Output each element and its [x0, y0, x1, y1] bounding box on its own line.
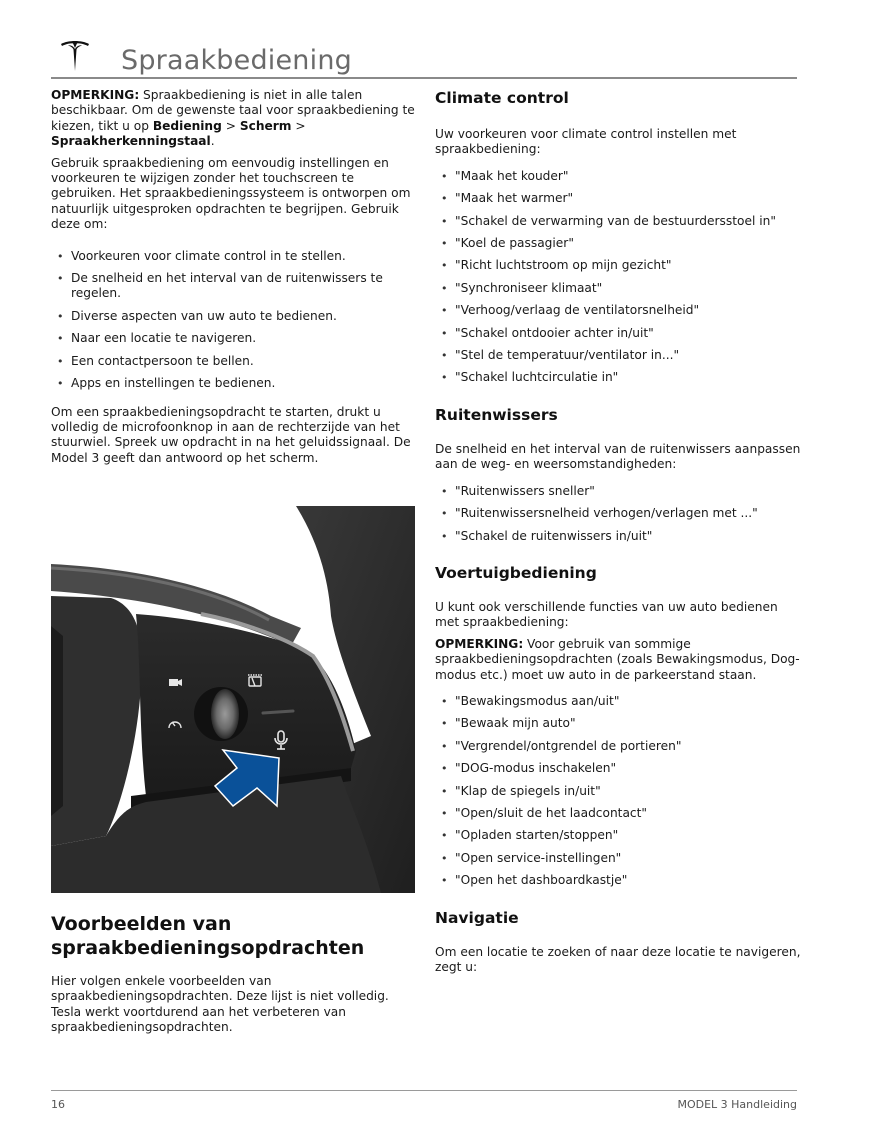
list-item: • "Bewakingsmodus aan/uit": [435, 694, 805, 709]
left-column: [51, 88, 416, 466]
climate-heading: Climate control: [435, 89, 569, 107]
steering-wheel-illustration: [51, 506, 415, 893]
wipers-section: [435, 405, 805, 544]
wipers-intro: De snelheid en het interval van de ruitenwissers aanpassen aan de weg- en weersomstandigheden:: [435, 441, 801, 472]
climate-commands-list: [435, 169, 805, 386]
language-note: OPMERKING: Spraakbediening is niet in alle talen beschikbaar. Om de gewenste taal voor spraakbediening te kiezen, tikt u op Bediening > Scherm > Spraakherkenningstaal.: [51, 88, 415, 149]
list-item: • "Koel de passagier": [435, 236, 805, 251]
list-item: • De snelheid en het interval van de ruitenwissers te regelen.: [51, 271, 416, 302]
list-item: • Een contactpersoon te bellen.: [51, 354, 416, 369]
camera-icon: [169, 679, 182, 686]
list-item: • "Vergrendel/ontgrendel de portieren": [435, 739, 805, 754]
list-item: • "Schakel ontdooier achter in/uit": [435, 326, 805, 341]
list-item: • "Open service-instellingen": [435, 851, 805, 866]
steering-wheel-photo: [51, 506, 415, 893]
list-item: • "Schakel de verwarming van de bestuurdersstoel in": [435, 214, 805, 229]
list-item: • "DOG-modus inschakelen": [435, 761, 805, 776]
list-item: • "Ruitenwissersnelheid verhogen/verlagen met ...": [435, 506, 805, 521]
wipers-heading: Ruitenwissers: [435, 405, 558, 424]
list-item: • "Verhoog/verlaag de ventilatorsnelheid": [435, 303, 805, 318]
note-label: OPMERKING:: [435, 636, 524, 651]
list-item: • "Synchroniseer klimaat": [435, 281, 805, 296]
intro-paragraph: Gebruik spraakbediening om eenvoudig instellingen en voorkeuren te wijzigen zonder het touchscreen te gebruiken. Het spraakbedieningssysteem is ontworpen om natuurlijk uitgesproken opdrachten te begrijpen. Gebruik deze om:: [51, 155, 411, 232]
list-item: • "Schakel luchtcirculatie in": [435, 370, 805, 385]
examples-section: [51, 912, 416, 1036]
list-item: • "Maak het warmer": [435, 191, 805, 206]
page-number: 16: [51, 1098, 65, 1111]
examples-heading: Voorbeelden van spraakbedieningsopdrachten: [51, 913, 365, 959]
vehicle-note: OPMERKING: Voor gebruik van sommige spraakbedieningsopdrachten (zoals Bewakingsmodus, Dog-modus etc.) moet uw auto in de parkeerstand staan.: [435, 636, 800, 682]
vehicle-intro: U kunt ook verschillende functies van uw auto bedienen met spraakbediening:: [435, 599, 778, 630]
menu-path-scherm: Scherm: [239, 118, 292, 133]
list-item: • "Bewaak mijn auto": [435, 716, 805, 731]
navigation-heading: Navigatie: [435, 908, 519, 927]
note-label: OPMERKING:: [51, 88, 140, 102]
navigation-intro: Om een locatie te zoeken of naar deze locatie te navigeren, zegt u:: [435, 944, 801, 974]
list-item: • "Ruitenwissers sneller": [435, 484, 805, 499]
list-item: • "Klap de spiegels in/uit": [435, 784, 805, 799]
manual-title: MODEL 3 Handleiding: [677, 1098, 797, 1111]
right-column: [435, 88, 805, 975]
vehicle-commands-list: [435, 694, 805, 889]
list-item: • "Richt luchtstroom op mijn gezicht": [435, 258, 805, 273]
page-title: Spraakbediening: [121, 45, 352, 76]
list-item: • "Schakel de ruitenwissers in/uit": [435, 529, 805, 544]
header-divider: [51, 77, 797, 79]
vehicle-section: [435, 563, 805, 889]
menu-path-spraakherkenningstaal: Spraakherkenningstaal: [51, 134, 211, 149]
list-item: • "Opladen starten/stoppen": [435, 828, 805, 843]
vehicle-heading: Voertuigbediening: [435, 563, 597, 582]
page-header: [51, 38, 797, 78]
navigation-section: [435, 908, 805, 976]
uses-list: [51, 249, 416, 392]
tesla-logo-icon: [60, 40, 90, 72]
scroll-wheel: [211, 689, 239, 739]
climate-intro: Uw voorkeuren voor climate control instellen met spraakbediening:: [435, 127, 737, 157]
footer-divider: [51, 1090, 797, 1091]
list-item: • "Stel de temperatuur/ventilator in...": [435, 348, 805, 363]
list-item: • Apps en instellingen te bedienen.: [51, 376, 416, 391]
list-item: • Naar een locatie te navigeren.: [51, 331, 416, 346]
wipers-commands-list: [435, 484, 805, 544]
list-item: • "Open/sluit de het laadcontact": [435, 806, 805, 821]
list-item: • Voorkeuren voor climate control in te stellen.: [51, 249, 416, 264]
menu-path-bediening: Bediening: [152, 118, 222, 133]
start-instructions: Om een spraakbedieningsopdracht te starten, drukt u volledig de microfoonknop in aan de rechterzijde van het stuurwiel. Spreek uw opdracht in na het geluidssignaal. De Model 3 geeft dan antwoord op het scherm.: [51, 404, 411, 465]
list-item: • "Open het dashboardkastje": [435, 873, 805, 888]
list-item: • "Maak het kouder": [435, 169, 805, 184]
examples-paragraph: Hier volgen enkele voorbeelden van spraakbedieningsopdrachten. Deze lijst is niet volledig. Tesla werkt voortdurend aan het verbeteren van spraakbedieningsopdrachten.: [51, 974, 389, 1035]
climate-section: [435, 88, 805, 386]
list-item: • Diverse aspecten van uw auto te bedienen.: [51, 309, 416, 324]
